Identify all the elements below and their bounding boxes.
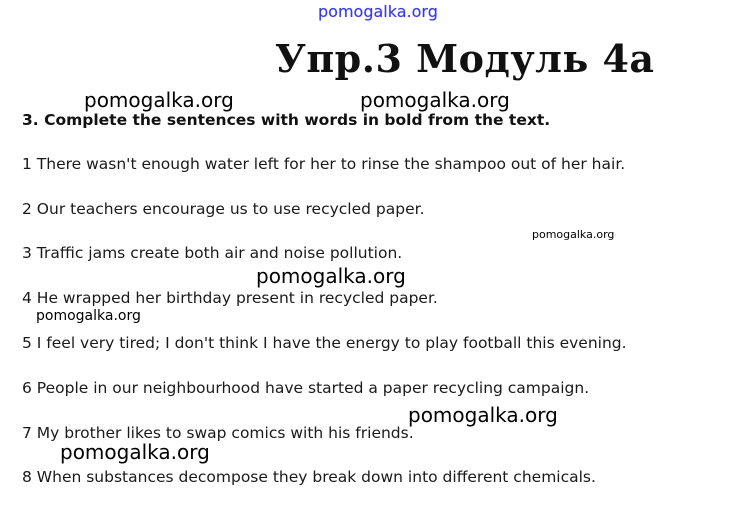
sentence-6: 6 People in our neighbourhood have started a paper recycling campaign.: [22, 379, 590, 397]
sentence-5: 5 I feel very tired; I don't think I have the energy to play football this evening.: [22, 334, 627, 352]
sentence-8: 8 When substances decompose they break down into different chemicals.: [22, 468, 596, 486]
watermark-top: pomogalka.org: [318, 2, 438, 21]
watermark: pomogalka.org: [408, 403, 558, 427]
watermark: pomogalka.org: [84, 88, 234, 112]
watermark: pomogalka.org: [36, 308, 141, 324]
watermark: pomogalka.org: [360, 88, 510, 112]
sentence-7: 7 My brother likes to swap comics with his friends.: [22, 424, 414, 442]
sentence-1: 1 There wasn't enough water left for her to rinse the shampoo out of her hair.: [22, 155, 626, 173]
sentence-3: 3 Traffic jams create both air and noise pollution.: [22, 244, 403, 262]
sentence-4: 4 He wrapped her birthday present in recycled paper.: [22, 289, 438, 307]
watermark: pomogalka.org: [532, 228, 615, 241]
page-title: Упр.3 Модуль 4а: [275, 36, 655, 81]
sentence-2: 2 Our teachers encourage us to use recycled paper.: [22, 200, 425, 218]
watermark: pomogalka.org: [60, 440, 210, 464]
watermark: pomogalka.org: [256, 264, 406, 288]
exercise-instruction: 3. Complete the sentences with words in bold from the text.: [22, 111, 551, 129]
